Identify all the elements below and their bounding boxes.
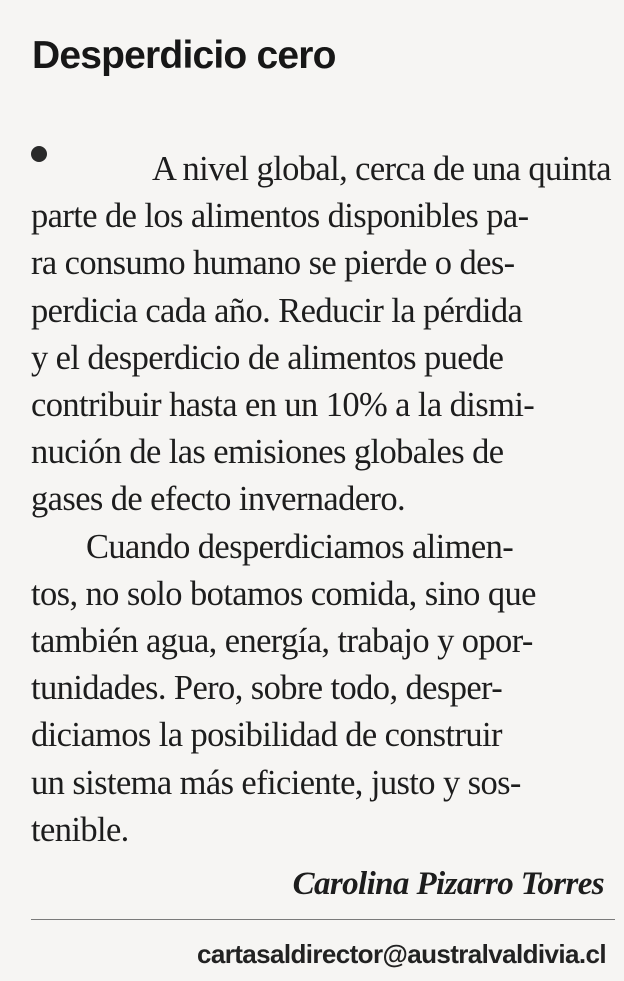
body-line: ra consumo humano se pierde o des- <box>31 244 515 283</box>
body-line: parte de los alimentos disponibles pa- <box>31 197 529 236</box>
body-line: nución de las emisiones globales de <box>31 433 504 472</box>
contact-email: cartasaldirector@australvaldivia.cl <box>196 939 606 969</box>
body-line: tos, no solo botamos comida, sino que <box>31 574 536 613</box>
body-line: Cuando desperdiciamos alimen- <box>86 527 514 566</box>
bullet-icon <box>31 146 47 162</box>
body-line: un sistema más eficiente, justo y sos- <box>31 763 521 802</box>
body-line: también agua, energía, trabajo y opor- <box>31 622 533 661</box>
body-line: diciamos la posibilidad de construir <box>31 716 502 755</box>
author-signature: Carolina Pizarro Torres <box>292 866 604 902</box>
article-body <box>31 146 611 854</box>
divider <box>31 919 615 920</box>
body-line-text: A nivel global, cerca de una quinta <box>152 150 611 188</box>
body-line: gases de efecto invernadero. <box>31 480 406 519</box>
body-line <box>31 146 611 193</box>
body-line: tunidades. Pero, sobre todo, desper- <box>31 669 503 708</box>
body-line: tenible. <box>31 810 129 849</box>
body-line: contribuir hasta en un 10% a la dismi- <box>31 386 535 425</box>
body-line: y el desperdicio de alimentos puede <box>31 338 504 377</box>
body-line: perdicia cada año. Reducir la pérdida <box>31 291 523 330</box>
article-title: Desperdicio cero <box>32 34 336 77</box>
